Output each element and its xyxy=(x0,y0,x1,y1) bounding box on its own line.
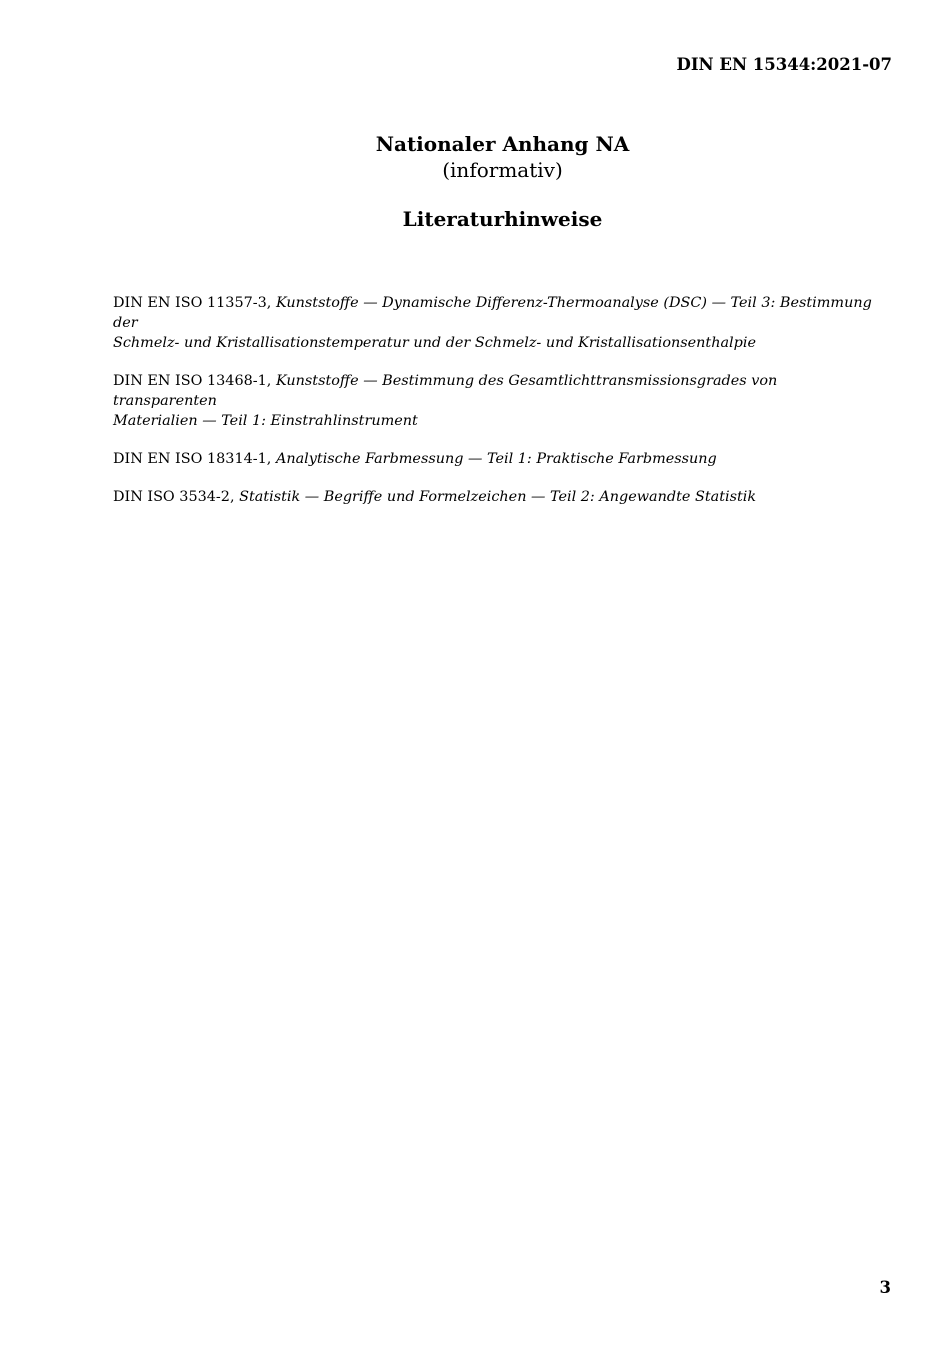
annex-subtitle: (informativ) xyxy=(442,158,563,182)
reference-title: Kunststoffe — Dynamische Differenz-Thermoanalyse (DSC) — Teil 3: Bestimmung der xyxy=(113,295,872,331)
reference-item: DIN EN ISO 11357-3, Kunststoffe — Dynamische Differenz-Thermoanalyse (DSC) — Teil 3: Bestimmung der Schmelz- und Kristallisationstemperatur und der Schmelz- und Kristallisationsenthalpie xyxy=(113,295,872,351)
reference-designation: DIN EN ISO 11357-3 xyxy=(113,295,267,311)
section-title: Literaturhinweise xyxy=(402,207,603,231)
document-id: DIN EN 15344:2021-07 xyxy=(676,55,892,74)
reference-title: Kunststoffe — Bestimmung des Gesamtlichttransmissionsgrades von transparenten xyxy=(113,373,778,409)
reference-designation: DIN EN ISO 18314-1 xyxy=(113,451,267,467)
reference-item: DIN EN ISO 13468-1, Kunststoffe — Bestimmung des Gesamtlichttransmissionsgrades von transparenten Materialien — Teil 1: Einstrahlinstrument xyxy=(113,373,778,429)
reference-item: DIN ISO 3534-2, Statistik — Begriffe und Formelzeichen — Teil 2: Angewandte Statistik xyxy=(113,489,757,505)
annex-heading xyxy=(0,131,950,183)
reference-title-continued: Schmelz- und Kristallisationstemperatur und der Schmelz- und Kristallisationsenthalpie xyxy=(113,335,756,351)
reference-list xyxy=(113,293,883,525)
page-number: 3 xyxy=(879,1278,891,1297)
reference-title: Statistik — Begriffe und Formelzeichen — Teil 2: Angewandte Statistik xyxy=(239,489,757,505)
reference-title-continued: Materialien — Teil 1: Einstrahlinstrument xyxy=(113,413,418,429)
annex-title: Nationaler Anhang NA xyxy=(375,132,630,156)
reference-designation: DIN ISO 3534-2 xyxy=(113,489,230,505)
reference-title: Analytische Farbmessung — Teil 1: Praktische Farbmessung xyxy=(275,451,717,467)
reference-item: DIN EN ISO 18314-1, Analytische Farbmessung — Teil 1: Praktische Farbmessung xyxy=(113,451,717,467)
reference-designation: DIN EN ISO 13468-1 xyxy=(113,373,267,389)
